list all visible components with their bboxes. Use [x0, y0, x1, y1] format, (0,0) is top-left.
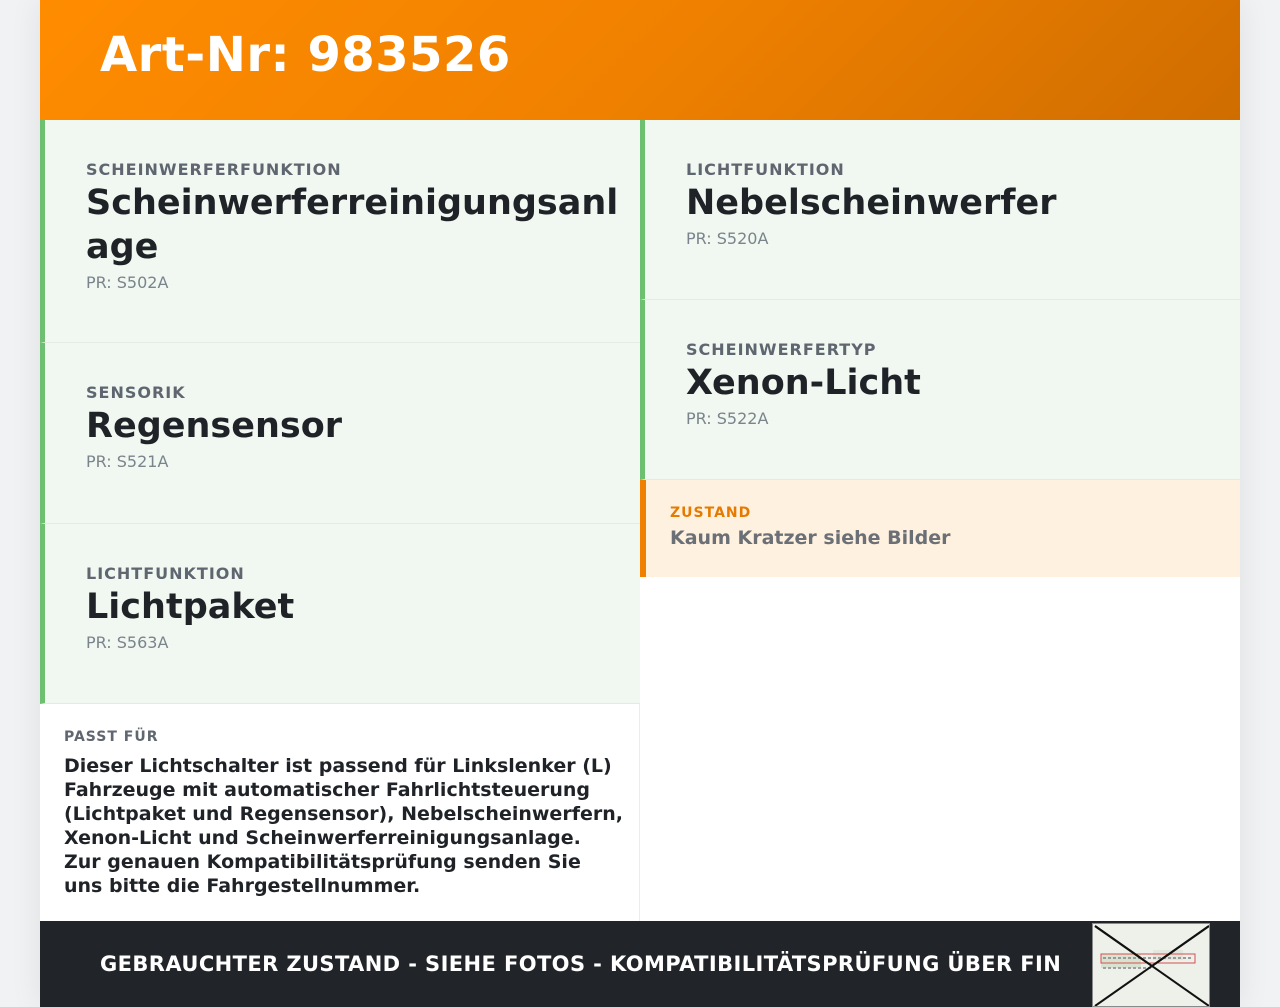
- feature-card: [640, 300, 1240, 480]
- feature-label: LICHTFUNKTION: [686, 160, 845, 179]
- listing-page: [40, 0, 1240, 1007]
- feature-title: Lichtpaket: [86, 587, 295, 627]
- feature-pr-code: PR: S502A: [86, 273, 169, 292]
- feature-card: [40, 120, 640, 343]
- feature-pr-code: PR: S521A: [86, 452, 169, 471]
- compatibility-text: Dieser Lichtschalter ist passend für Linkslenker (L) Fahrzeuge mit automatischer Fahrlichtsteuerung (Lichtpaket und Regensensor), Nebelscheinwerfern, Xenon-Licht und Scheinwerferreinigungsanlage. Zur genauen Kompatibilitätsprüfung senden Sie uns bitte die Fahrgestellnummer.: [64, 755, 623, 897]
- feature-pr-code: PR: S520A: [686, 229, 769, 248]
- footer-banner: [40, 921, 1240, 1007]
- features-right-column: [640, 120, 1240, 577]
- compatibility-section: [40, 704, 640, 921]
- article-number-title: Art-Nr: 983526: [100, 27, 511, 83]
- footer-text: GEBRAUCHTER ZUSTAND - SIEHE FOTOS - KOMPATIBILITÄTSPRÜFUNG ÜBER FIN: [100, 952, 1062, 976]
- feature-title: Scheinwerferreinigungsanlage: [86, 183, 619, 267]
- feature-label: LICHTFUNKTION: [86, 564, 245, 583]
- feature-title: Regensensor: [86, 406, 343, 446]
- condition-box: [640, 480, 1240, 577]
- feature-label: SCHEINWERFERFUNKTION: [86, 160, 342, 179]
- feature-pr-code: PR: S522A: [686, 409, 769, 428]
- compatibility-label: PASST FÜR: [64, 729, 159, 745]
- feature-title: Xenon-Licht: [686, 363, 921, 403]
- feature-label: SCHEINWERFERTYP: [686, 340, 877, 359]
- feature-card: [40, 343, 640, 524]
- feature-pr-code: PR: S563A: [86, 633, 169, 652]
- header: [40, 0, 1240, 120]
- condition-label: ZUSTAND: [670, 505, 752, 521]
- condition-text: Kaum Kratzer siehe Bilder: [670, 527, 951, 549]
- vin-document-thumbnail[interactable]: [1092, 923, 1210, 1007]
- feature-label: SENSORIK: [86, 383, 186, 402]
- feature-card: [40, 524, 640, 704]
- crossed-document-icon: [1093, 924, 1210, 1007]
- feature-card: [640, 120, 1240, 300]
- features-left-column: [40, 120, 640, 921]
- feature-title: Nebelscheinwerfer: [686, 183, 1057, 223]
